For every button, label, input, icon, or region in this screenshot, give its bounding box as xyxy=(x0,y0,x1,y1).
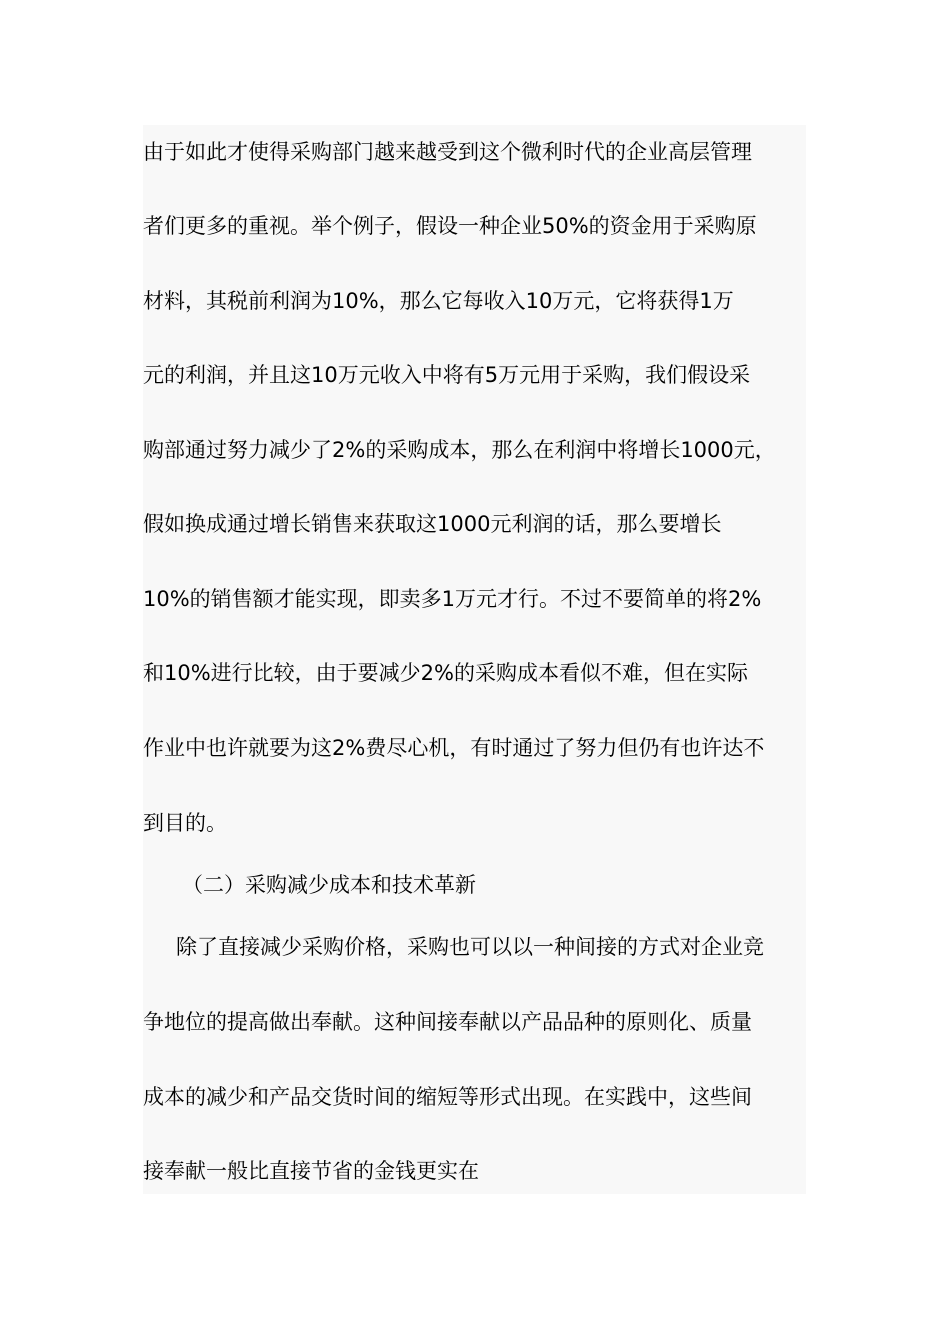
paragraph-line: 由于如此才使得采购部门越来越受到这个微利时代的企业高层管理 xyxy=(143,140,752,164)
paragraph-line: 到目的。 xyxy=(143,811,227,835)
paragraph-line: 购部通过努力减少了2%的采购成本，那么在利润中将增长1000元， xyxy=(143,438,776,462)
paragraph-line: 10%的销售额才能实现，即卖多1万元才行。不过不要简单的将2% xyxy=(143,587,762,611)
paragraph-line: 元的利润，并且这10万元收入中将有5万元用于采购，我们假设采 xyxy=(143,363,751,387)
paragraph-line: 成本的减少和产品交货时间的缩短等形式出现。在实践中，这些间 xyxy=(143,1085,752,1109)
paragraph-line: 者们更多的重视。举个例子，假设一种企业50%的资金用于采购原 xyxy=(143,214,757,238)
paragraph-line: 接奉献一般比直接节省的金钱更实在 xyxy=(143,1159,479,1183)
paragraph-line: 和10%进行比较，由于要减少2%的采购成本看似不难，但在实际 xyxy=(143,661,748,685)
paragraph-line: 材料，其税前利润为10%，那么它每收入10万元，它将获得1万 xyxy=(143,289,734,313)
paragraph-line: 作业中也许就要为这2%费尽心机，有时通过了努力但仍有也许达不 xyxy=(143,736,765,760)
paragraph-line: 假如换成通过增长销售来获取这1000元利润的话，那么要增长 xyxy=(143,512,722,536)
paragraph-line: 争地位的提高做出奉献。这种间接奉献以产品品种的原则化、质量 xyxy=(143,1010,752,1034)
section-heading: （二）采购减少成本和技术革新 xyxy=(182,873,476,897)
paragraph-line: 除了直接减少采购价格，采购也可以以一种间接的方式对企业竞 xyxy=(176,935,764,959)
